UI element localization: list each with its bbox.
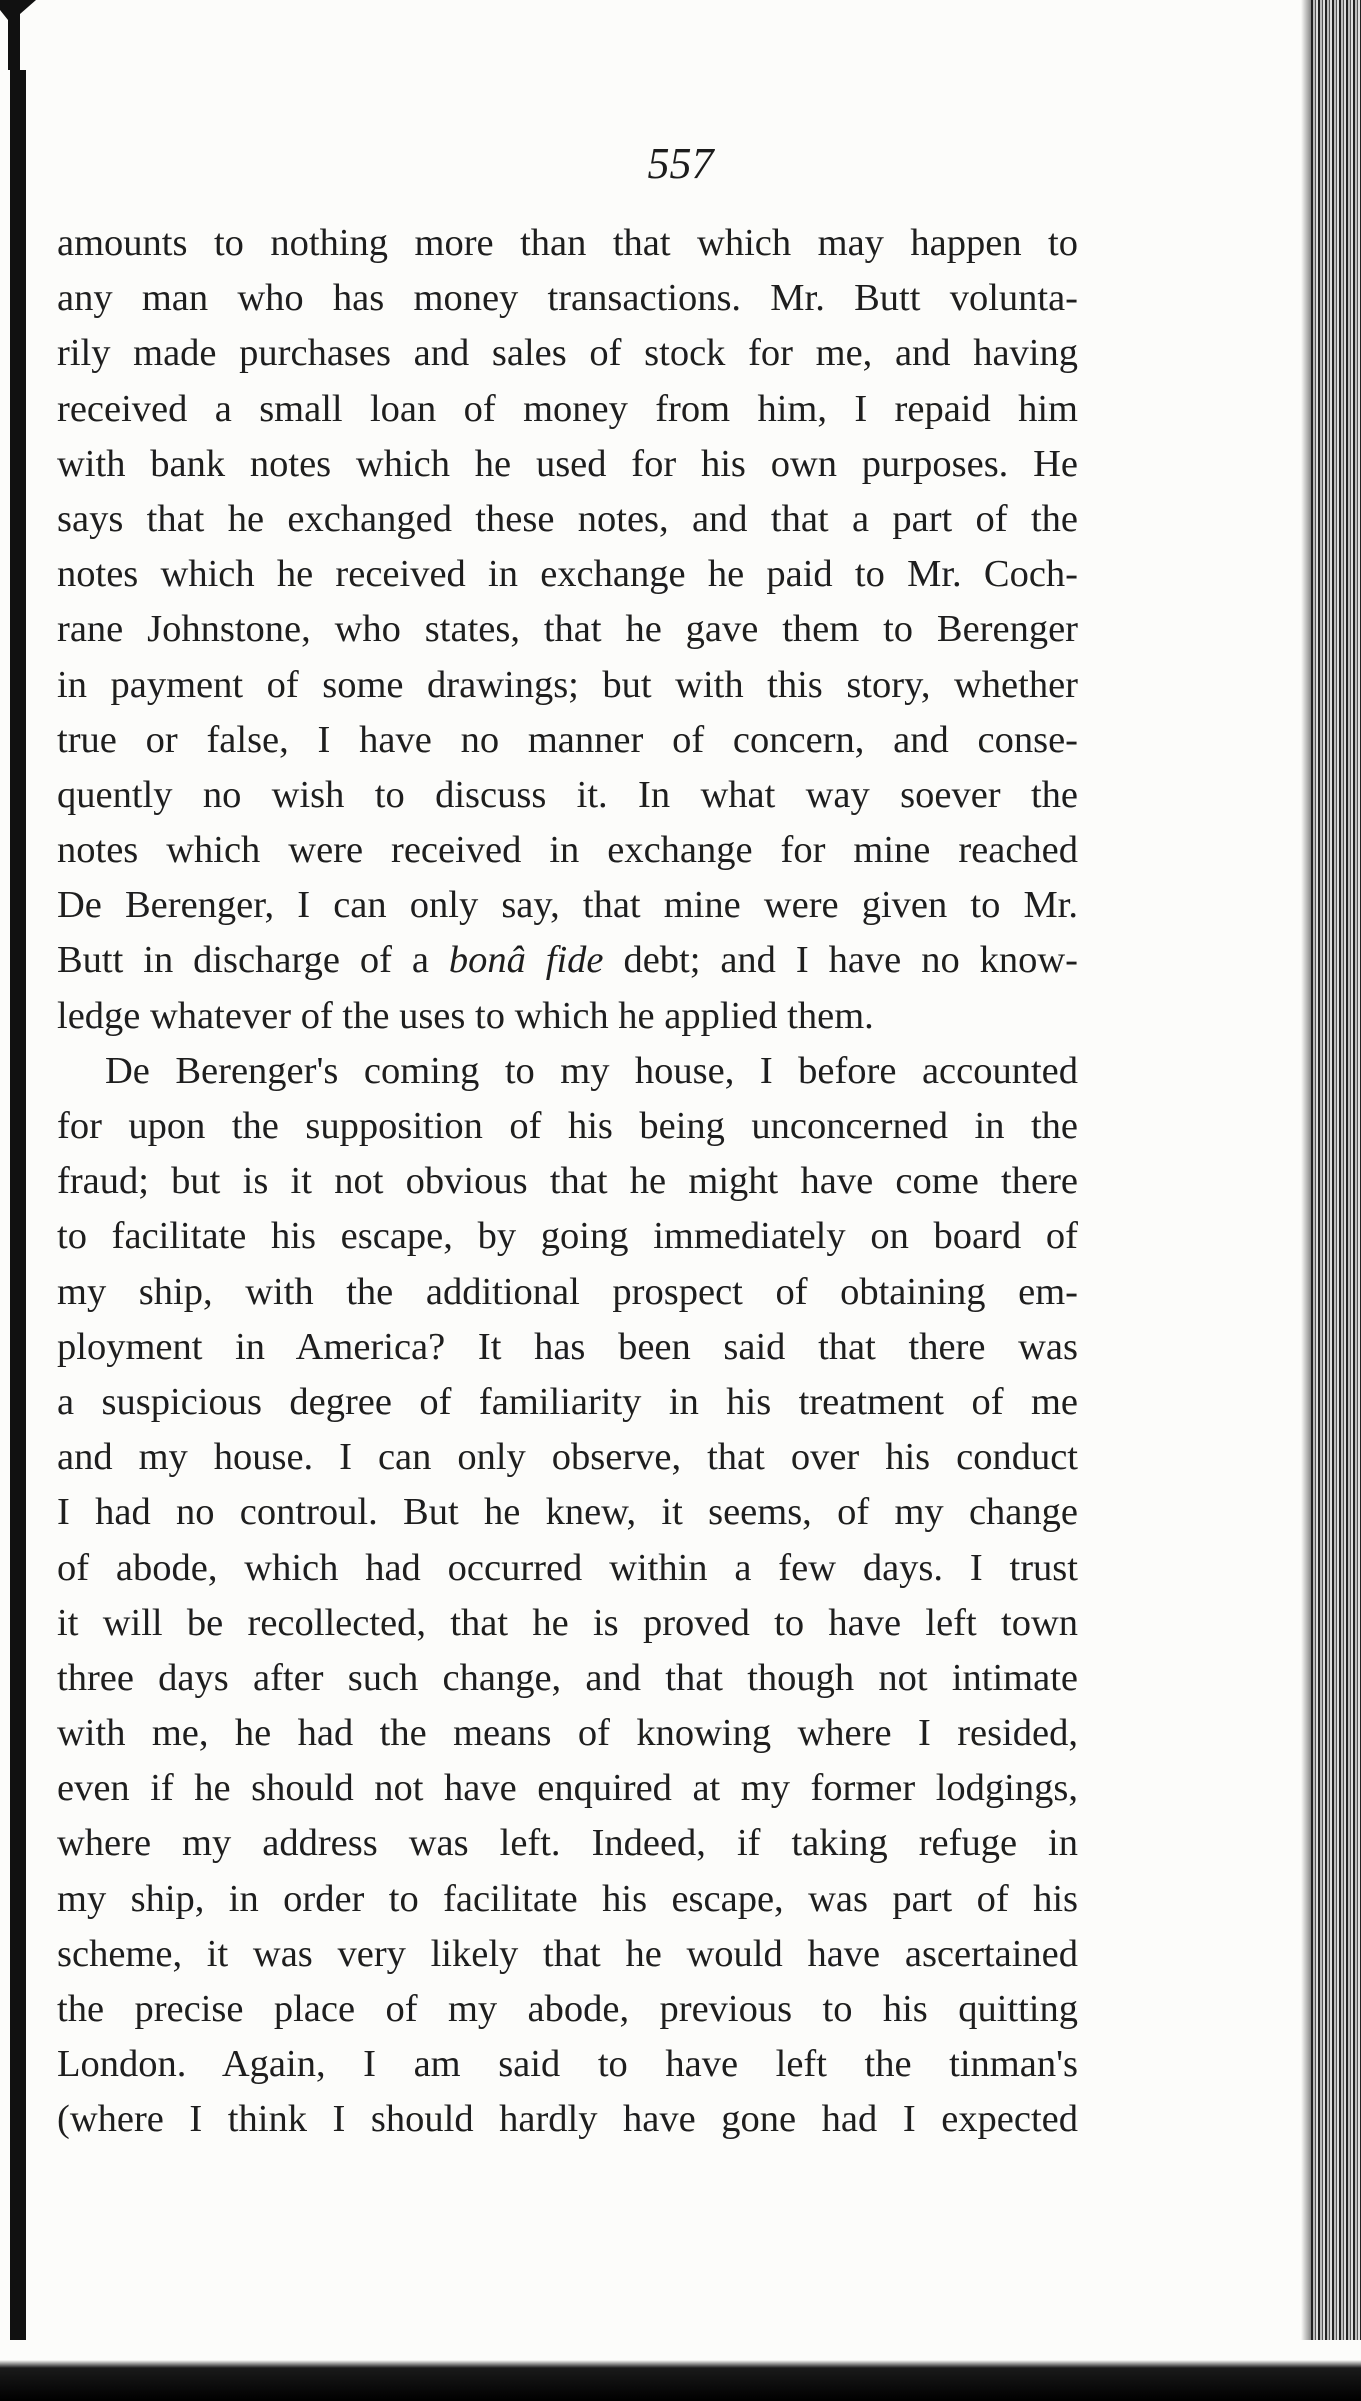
text-line: Butt in discharge of a bonâ fide debt; and I have no know-	[57, 939, 1078, 982]
text-line: says that he exchanged these notes, and that a part of the	[57, 497, 1078, 540]
text-line: with me, he had the means of knowing where I resided,	[57, 1712, 1078, 1755]
text-line: and my house. I can only observe, that over his conduct	[57, 1436, 1078, 1479]
text-line: with bank notes which he used for his own purposes. He	[57, 442, 1078, 485]
text-line: (where I think I should hardly have gone had I expected	[57, 2098, 1078, 2141]
text-line: I had no controul. But he knew, it seems, of my change	[57, 1491, 1078, 1534]
text-line: it will be recollected, that he is proved to have left town	[57, 1601, 1078, 1644]
text-line: fraud; but is it not obvious that he might have come there	[57, 1160, 1078, 1203]
text-line: for upon the supposition of his being unconcerned in the	[57, 1105, 1078, 1147]
text-line: my ship, with the additional prospect of obtaining em-	[57, 1270, 1078, 1313]
paragraph-1	[57, 216, 1078, 1044]
text-line: in payment of some drawings; but with this story, whether	[57, 663, 1078, 706]
text-line: De Berenger, I can only say, that mine were given to Mr.	[57, 884, 1078, 927]
text-line: London. Again, I am said to have left the tinman's	[57, 2043, 1078, 2086]
scan-right-edge	[1311, 0, 1361, 2401]
text-line: the precise place of my abode, previous to his quitting	[57, 1988, 1078, 2030]
body-text	[57, 216, 1078, 2148]
text-line: where my address was left. Indeed, if taking refuge in	[57, 1822, 1078, 1865]
text-line: rane Johnstone, who states, that he gave them to Berenger	[57, 608, 1078, 651]
text-line: notes which he received in exchange he paid to Mr. Coch-	[57, 553, 1078, 596]
text-line: ployment in America? It has been said that there was	[57, 1325, 1078, 1368]
text-line: ledge whatever of the uses to which he applied them.	[57, 994, 874, 1037]
scan-corner	[0, 0, 40, 70]
scan-right-shadow	[1301, 0, 1311, 2401]
text-line: rily made purchases and sales of stock for me, and having	[57, 332, 1078, 375]
text-line: scheme, it was very likely that he would have ascertained	[57, 1932, 1078, 1975]
text-line: to facilitate his escape, by going immediately on board of	[57, 1215, 1078, 1258]
text-line: any man who has money transactions. Mr. Butt volunta-	[57, 277, 1078, 320]
text-line: quently no wish to discuss it. In what way soever the	[57, 773, 1078, 816]
text-line: of abode, which had occurred within a few days. I trust	[57, 1546, 1078, 1589]
text-line: even if he should not have enquired at my former lodgings,	[57, 1767, 1078, 1810]
italic-phrase: bonâ fide	[448, 939, 604, 982]
paragraph-2	[57, 1044, 1078, 2148]
text-line: received a small loan of money from him, I repaid him	[57, 387, 1078, 430]
text-line: true or false, I have no manner of concern, and conse-	[57, 718, 1078, 761]
text-line: amounts to nothing more than that which may happen to	[57, 222, 1078, 264]
text-line: a suspicious degree of familiarity in his treatment of me	[57, 1380, 1078, 1423]
scan-left-edge	[10, 70, 26, 2350]
page-number: 557	[647, 139, 714, 188]
text-line: De Berenger's coming to my house, I before accounted	[105, 1049, 1078, 1092]
text-line: three days after such change, and that though not intimate	[57, 1656, 1078, 1699]
text-line: my ship, in order to facilitate his escape, was part of his	[57, 1877, 1078, 1920]
scan-bottom-edge	[0, 2340, 1361, 2401]
text-line: notes which were received in exchange for mine reached	[57, 829, 1078, 872]
